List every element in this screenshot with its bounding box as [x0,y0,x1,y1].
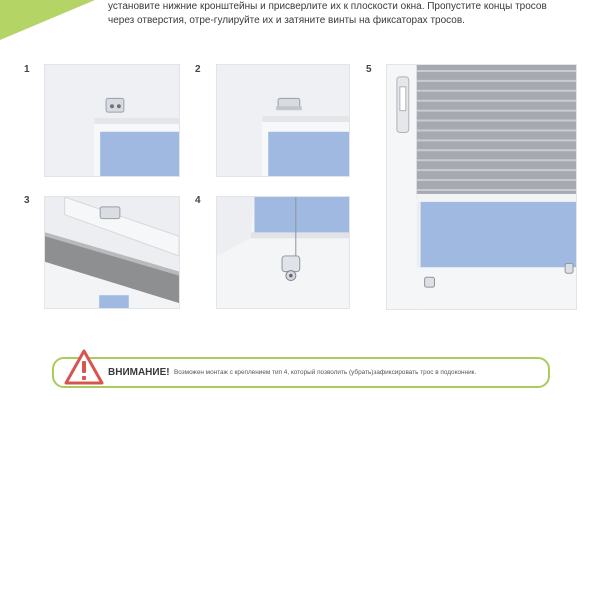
step-number-2: 2 [195,64,201,75]
step-5-photo [386,64,577,310]
warning-box [52,357,550,388]
intro-line-2: через отверстия, отре-гулируйте их и затяните винты на фиксаторах тросов. [108,15,465,26]
corner-accent [0,0,95,40]
warning-text: Возможен монтаж с креплением тип 4, который позволить (убрать)зафиксировать трос в подоконник. [174,369,477,376]
step-4-photo [216,196,350,309]
step-number-4: 4 [195,195,201,206]
step-number-3: 3 [24,195,30,206]
step-1-photo [44,64,180,177]
intro-line-1: установите нижние кронштейны и присверлите их к плоскости окна. Пропустите концы тросов [108,1,547,12]
step-2-photo [216,64,350,177]
warning-title: ВНИМАНИЕ! [108,367,170,378]
step-number-5: 5 [366,64,372,75]
warning-triangle-icon [64,349,104,385]
step-3-photo [44,196,180,309]
intro-text [108,0,588,28]
step-number-1: 1 [24,64,30,75]
